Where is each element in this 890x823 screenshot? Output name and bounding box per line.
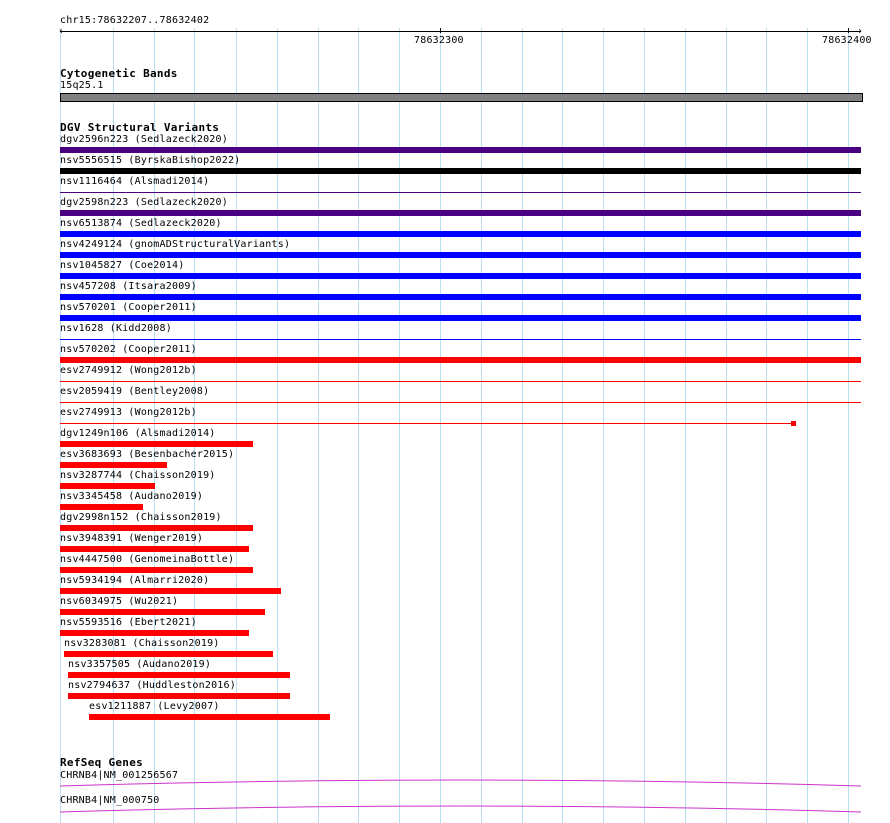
ruler-right-arrow-icon: › bbox=[857, 26, 864, 37]
dgv-variant-label[interactable]: esv2749913 (Wong2012b) bbox=[60, 407, 197, 418]
dgv-variant-bar[interactable] bbox=[68, 672, 290, 678]
dgv-variant-label[interactable]: dgv2598n223 (Sedlazeck2020) bbox=[60, 197, 228, 208]
dgv-variant-label[interactable]: nsv3948391 (Wenger2019) bbox=[60, 533, 204, 544]
gene-label[interactable]: CHRNB4|NM_000750 bbox=[60, 795, 160, 806]
dgv-variant-label[interactable]: nsv3357505 (Audano2019) bbox=[68, 659, 212, 670]
dgv-variant-label[interactable]: nsv6034975 (Wu2021) bbox=[60, 596, 179, 607]
ruler-tick bbox=[848, 28, 849, 33]
dgv-variant-bar[interactable] bbox=[60, 630, 249, 636]
dgv-variant-label[interactable]: nsv1628 (Kidd2008) bbox=[60, 323, 172, 334]
dgv-variant-label[interactable]: dgv2998n152 (Chaisson2019) bbox=[60, 512, 222, 523]
dgv-variant-label[interactable]: nsv570201 (Cooper2011) bbox=[60, 302, 197, 313]
dgv-variant-label[interactable]: esv2059419 (Bentley2008) bbox=[60, 386, 210, 397]
dgv-variant-label[interactable]: nsv5556515 (ByrskaBishop2022) bbox=[60, 155, 241, 166]
ruler-tick-label: 78632300 bbox=[414, 35, 464, 46]
dgv-variant-label[interactable]: nsv3345458 (Audano2019) bbox=[60, 491, 204, 502]
dgv-variant-label[interactable]: nsv570202 (Cooper2011) bbox=[60, 344, 197, 355]
dgv-variant-bar[interactable] bbox=[60, 423, 795, 424]
dgv-variant-label[interactable]: nsv2794637 (Huddleston2016) bbox=[68, 680, 236, 691]
ruler-tick-label: 78632400 bbox=[822, 35, 872, 46]
dgv-variant-bar[interactable] bbox=[60, 294, 861, 300]
dgv-variant-label[interactable]: esv1211887 (Levy2007) bbox=[89, 701, 220, 712]
dgv-variant-label[interactable]: nsv5934194 (Almarri2020) bbox=[60, 575, 210, 586]
dgv-variant-bar[interactable] bbox=[68, 693, 290, 699]
dgv-variant-label[interactable]: nsv5593516 (Ebert2021) bbox=[60, 617, 197, 628]
dgv-variant-bar[interactable] bbox=[60, 441, 253, 447]
ruler-tick bbox=[440, 28, 441, 33]
dgv-variant-bar[interactable] bbox=[60, 168, 861, 174]
dgv-variant-bar[interactable] bbox=[60, 315, 861, 321]
dgv-variant-label[interactable]: esv3683693 (Besenbacher2015) bbox=[60, 449, 235, 460]
dgv-variant-label[interactable]: nsv3287744 (Chaisson2019) bbox=[60, 470, 216, 481]
dgv-variant-bar[interactable] bbox=[60, 357, 861, 363]
gene-label[interactable]: CHRNB4|NM_001256567 bbox=[60, 770, 179, 781]
dgv-variant-label[interactable]: esv2749912 (Wong2012b) bbox=[60, 365, 197, 376]
dgv-variant-label[interactable]: nsv1045827 (Coe2014) bbox=[60, 260, 185, 271]
refseq-track-title: RefSeq Genes bbox=[60, 756, 144, 769]
dgv-variant-bar[interactable] bbox=[60, 339, 861, 340]
dgv-variant-label[interactable]: nsv3283081 (Chaisson2019) bbox=[64, 638, 220, 649]
cytoband-bar[interactable] bbox=[60, 93, 863, 102]
dgv-variant-label[interactable]: dgv1249n106 (Alsmadi2014) bbox=[60, 428, 216, 439]
dgv-variant-bar[interactable] bbox=[60, 462, 167, 468]
dgv-variant-bar[interactable] bbox=[60, 192, 861, 193]
ruler-left-arrow-icon: ‹ bbox=[58, 26, 65, 37]
gene-line-nm-000750 bbox=[60, 806, 861, 812]
gene-line-nm-001256567 bbox=[60, 780, 861, 786]
dgv-variant-label[interactable]: nsv457208 (Itsara2009) bbox=[60, 281, 197, 292]
dgv-variant-label[interactable]: nsv4447500 (GenomeinaBottle) bbox=[60, 554, 235, 565]
dgv-variant-bar[interactable] bbox=[60, 588, 281, 594]
dgv-variant-label[interactable]: nsv6513874 (Sedlazeck2020) bbox=[60, 218, 222, 229]
dgv-variant-label[interactable]: dgv2596n223 (Sedlazeck2020) bbox=[60, 134, 228, 145]
dgv-variant-bar[interactable] bbox=[60, 402, 861, 403]
dgv-variant-bar[interactable] bbox=[60, 483, 155, 489]
dgv-variant-bar[interactable] bbox=[60, 567, 253, 573]
dgv-variant-bar[interactable] bbox=[60, 381, 861, 382]
ruler-location: chr15:78632207..78632402 bbox=[60, 15, 210, 26]
dgv-variant-bar[interactable] bbox=[60, 210, 861, 216]
dgv-variant-bar[interactable] bbox=[60, 147, 861, 153]
dgv-variant-bar[interactable] bbox=[60, 231, 861, 237]
cytoband-track-title: Cytogenetic Bands bbox=[60, 67, 178, 80]
dgv-variant-bar[interactable] bbox=[60, 252, 861, 258]
dgv-variant-label[interactable]: nsv1116464 (Alsmadi2014) bbox=[60, 176, 210, 187]
cytoband-label: 15q25.1 bbox=[60, 80, 104, 91]
dgv-variant-bar[interactable] bbox=[60, 525, 253, 531]
dgv-variant-bar[interactable] bbox=[89, 714, 330, 720]
dgv-variant-bar[interactable] bbox=[64, 651, 273, 657]
dgv-variant-bar[interactable] bbox=[60, 273, 861, 279]
ruler-axis bbox=[60, 31, 861, 32]
dgv-variant-end-block[interactable] bbox=[791, 421, 796, 426]
dgv-variant-label[interactable]: nsv4249124 (gnomADStructuralVariants) bbox=[60, 239, 291, 250]
dgv-variant-bar[interactable] bbox=[60, 504, 143, 510]
dgv-track-title: DGV Structural Variants bbox=[60, 121, 220, 134]
dgv-variant-bar[interactable] bbox=[60, 609, 265, 615]
dgv-variant-bar[interactable] bbox=[60, 546, 249, 552]
